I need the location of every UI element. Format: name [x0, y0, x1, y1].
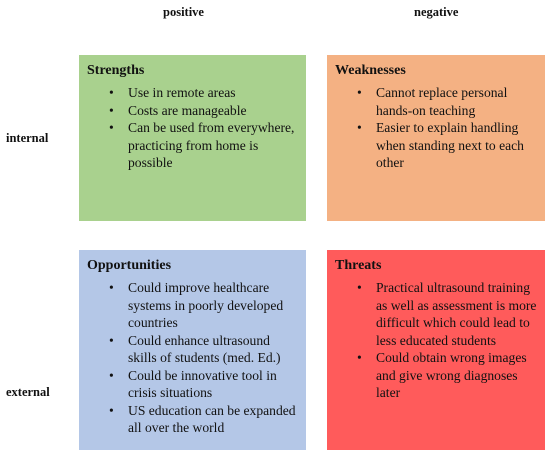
- weaknesses-item: • Easier to explain handling when standing next to each other: [357, 119, 537, 172]
- strengths-quadrant: [79, 55, 306, 221]
- strengths-list: [87, 84, 298, 172]
- strengths-title: Strengths: [87, 63, 145, 78]
- threats-title: Threats: [335, 258, 382, 273]
- column-header-negative: negative: [414, 5, 459, 19]
- opportunities-item: • Could improve healthcare systems in poorly developed countries: [109, 279, 298, 332]
- strengths-item: • Use in remote areas: [109, 84, 298, 102]
- opportunities-item: • US education can be expanded all over the world: [109, 402, 298, 437]
- opportunities-title: Opportunities: [87, 258, 172, 273]
- row-header-internal: internal: [6, 131, 49, 145]
- threats-item: • Practical ultrasound training as well as assessment is more difficult which could lead to less educated students: [357, 279, 537, 349]
- weaknesses-item: • Cannot replace personal hands-on teaching: [357, 84, 537, 119]
- strengths-item: • Costs are manageable: [109, 102, 298, 120]
- column-header-positive: positive: [163, 5, 204, 19]
- opportunities-item: • Could enhance ultrasound skills of students (med. Ed.): [109, 332, 298, 367]
- threats-item: • Could obtain wrong images and give wrong diagnoses later: [357, 349, 537, 402]
- threats-quadrant: [327, 250, 545, 450]
- opportunities-list: [87, 279, 298, 437]
- weaknesses-quadrant: [327, 55, 545, 221]
- row-header-external: external: [6, 385, 50, 399]
- opportunities-quadrant: [79, 250, 306, 450]
- threats-list: [335, 279, 537, 402]
- strengths-item: • Can be used from everywhere, practicing from home is possible: [109, 119, 298, 172]
- opportunities-item: • Could be innovative tool in crisis situations: [109, 367, 298, 402]
- weaknesses-title: Weaknesses: [335, 63, 406, 78]
- weaknesses-list: [335, 84, 537, 172]
